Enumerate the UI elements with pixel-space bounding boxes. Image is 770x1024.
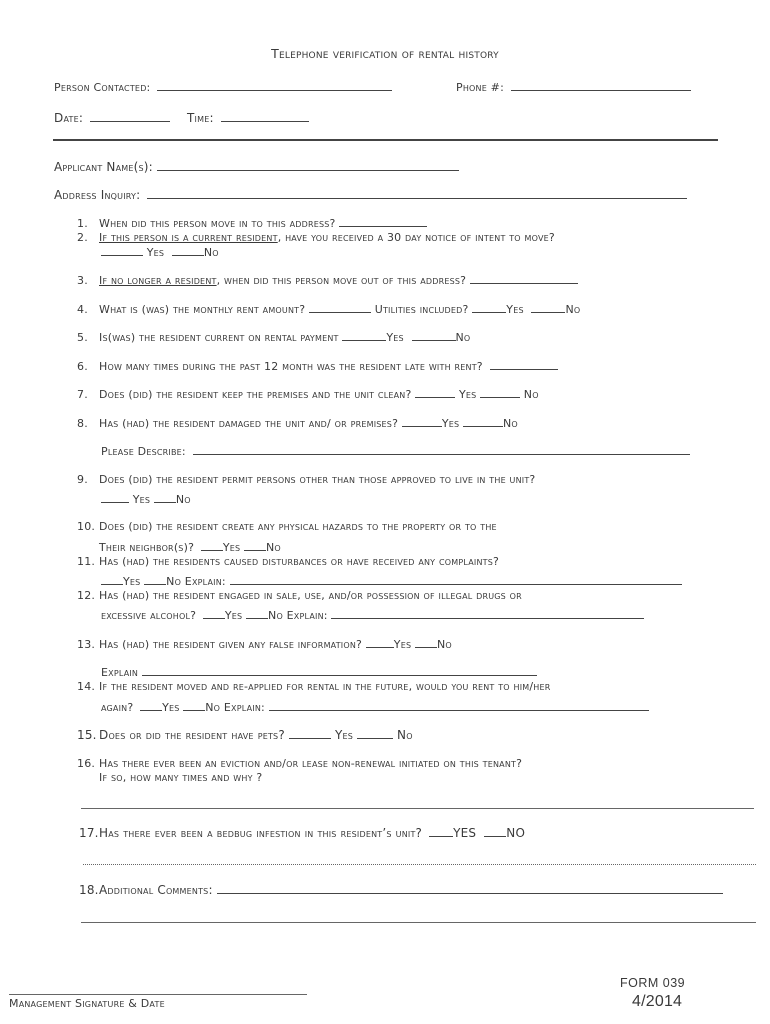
- q13-explain-row: Explain: [101, 665, 537, 679]
- q8-no-field[interactable]: [463, 416, 503, 427]
- q9-no-field[interactable]: [154, 492, 176, 503]
- q7-no-field[interactable]: [480, 387, 520, 398]
- q11-choices: Yes No Explain:: [101, 574, 682, 588]
- person-contacted-field[interactable]: [157, 80, 392, 91]
- q4-yes-field[interactable]: [472, 302, 506, 313]
- q18-comments-field[interactable]: [217, 883, 723, 894]
- q12-explain-field[interactable]: [331, 608, 644, 619]
- question-3: 3. If no longer a resident, when did this person move out of this address?: [77, 273, 578, 287]
- question-6: 6. How many times during the past 12 month was the resident late with rent?: [77, 359, 558, 373]
- question-18: 18.Additional Comments:: [79, 883, 723, 897]
- question-4: 4. What is (was) the monthly rent amount? Utilities included? Yes No: [77, 303, 581, 316]
- question-10: 10. Does (did) the resident create any physical hazards to the property or to the: [77, 520, 497, 533]
- date-row: [54, 111, 170, 125]
- address-inquiry-field[interactable]: [147, 188, 687, 199]
- q9-yes-field[interactable]: [101, 492, 129, 503]
- q10-no-field[interactable]: [244, 540, 266, 551]
- question-13: 13. Has (had) the resident given any false information? Yes No: [77, 638, 452, 651]
- form-number: FORM 039: [620, 976, 686, 990]
- q11-explain-field[interactable]: [230, 574, 682, 585]
- applicant-name-field[interactable]: [157, 160, 459, 171]
- applicant-name-row: [54, 160, 459, 174]
- question-9: 9. Does (did) the resident permit persons other than those approved to live in the unit?: [77, 473, 536, 486]
- question-15: 15. Does or did the resident have pets? Yes No: [77, 728, 413, 742]
- q14-explain-field[interactable]: [269, 700, 649, 711]
- form-title: Telephone verification of rental history: [271, 46, 499, 61]
- applicant-name-label: Applicant Name(s):: [54, 160, 153, 174]
- question-5: 5. Is(was) the resident current on rental payment Yes No: [77, 331, 471, 344]
- q12-no-field[interactable]: [246, 608, 268, 619]
- q15-no-field[interactable]: [357, 728, 393, 739]
- q9-choices: Yes No: [101, 492, 191, 506]
- q17-answer-line[interactable]: [83, 864, 756, 865]
- q11-no-field[interactable]: [144, 574, 166, 585]
- q4-rent-field[interactable]: [309, 302, 371, 313]
- q3-answer-field[interactable]: [470, 273, 578, 284]
- q1-answer-field[interactable]: [339, 216, 427, 227]
- q2-choices: Yes No: [101, 245, 219, 259]
- date-label: Date:: [54, 111, 84, 125]
- q12-line2: excessive alcohol? Yes No Explain:: [101, 608, 644, 622]
- q12-yes-field[interactable]: [203, 608, 225, 619]
- q5-no-field[interactable]: [412, 330, 456, 341]
- date-field[interactable]: [90, 111, 170, 122]
- q6-answer-field[interactable]: [490, 359, 558, 370]
- q16-answer-line[interactable]: [81, 808, 754, 809]
- q16-line2: If so, how many times and why ?: [99, 771, 263, 784]
- header-divider: [53, 139, 718, 141]
- question-2: 2. If this person is a current resident, have you received a 30 day notice of intent to move?: [77, 231, 555, 244]
- q11-yes-field[interactable]: [101, 574, 123, 585]
- q2-no-field[interactable]: [172, 245, 204, 256]
- time-row: [187, 111, 309, 125]
- phone-label: Phone #:: [456, 81, 505, 94]
- q5-yes-field[interactable]: [342, 330, 386, 341]
- question-11: 11. Has (had) the residents caused disturbances or have received any complaints?: [77, 555, 500, 568]
- question-12: 12. Has (had) the resident engaged in sale, use, and/or possession of illegal drugs or: [77, 589, 522, 602]
- q13-explain-field[interactable]: [142, 665, 537, 676]
- phone-row: [456, 80, 691, 94]
- q17-no-field[interactable]: [484, 826, 506, 837]
- q10-line2: Their neighbor(s)? Yes No: [99, 541, 281, 554]
- q8-describe-field[interactable]: [193, 444, 690, 455]
- question-17: 17.Has there ever been a bedbug infestion in this resident’s unit? YES NO: [79, 826, 526, 840]
- question-1: 1. When did this person move in to this address?: [77, 216, 427, 230]
- person-contacted-label: Person Contacted:: [54, 81, 151, 94]
- q14-no-field[interactable]: [183, 700, 205, 711]
- form-date: 4/2014: [632, 993, 683, 1010]
- question-16: 16. Has there ever been an eviction and/or lease non-renewal initiated on this tenant?: [77, 757, 523, 770]
- q8-describe-row: Please Describe:: [101, 444, 690, 458]
- management-signature-label: Management Signature & Date: [9, 997, 165, 1010]
- q15-yes-field[interactable]: [289, 728, 331, 739]
- question-14: 14. If the resident moved and re-applied for rental in the future, would you rent to him/her: [77, 680, 551, 693]
- q13-yes-field[interactable]: [366, 637, 394, 648]
- address-inquiry-row: [54, 188, 687, 202]
- address-inquiry-label: Address Inquiry:: [54, 188, 141, 202]
- q13-no-field[interactable]: [415, 637, 437, 648]
- phone-field[interactable]: [511, 80, 691, 91]
- q17-yes-field[interactable]: [429, 826, 453, 837]
- person-contacted-row: [54, 80, 392, 94]
- q18-answer-line[interactable]: [81, 922, 756, 923]
- q14-yes-field[interactable]: [140, 700, 162, 711]
- time-label: Time:: [187, 111, 214, 125]
- q4-no-field[interactable]: [531, 302, 565, 313]
- q10-yes-field[interactable]: [201, 540, 223, 551]
- signature-line[interactable]: [9, 994, 307, 995]
- q2-yes-field[interactable]: [101, 245, 143, 256]
- question-7: 7. Does (did) the resident keep the premises and the unit clean? Yes No: [77, 388, 539, 401]
- q8-yes-field[interactable]: [402, 416, 442, 427]
- q7-yes-field[interactable]: [415, 387, 455, 398]
- q14-line2: again? Yes No Explain:: [101, 700, 649, 714]
- time-field[interactable]: [221, 111, 309, 122]
- question-8: 8. Has (had) the resident damaged the unit and/ or premises? Yes No: [77, 417, 518, 430]
